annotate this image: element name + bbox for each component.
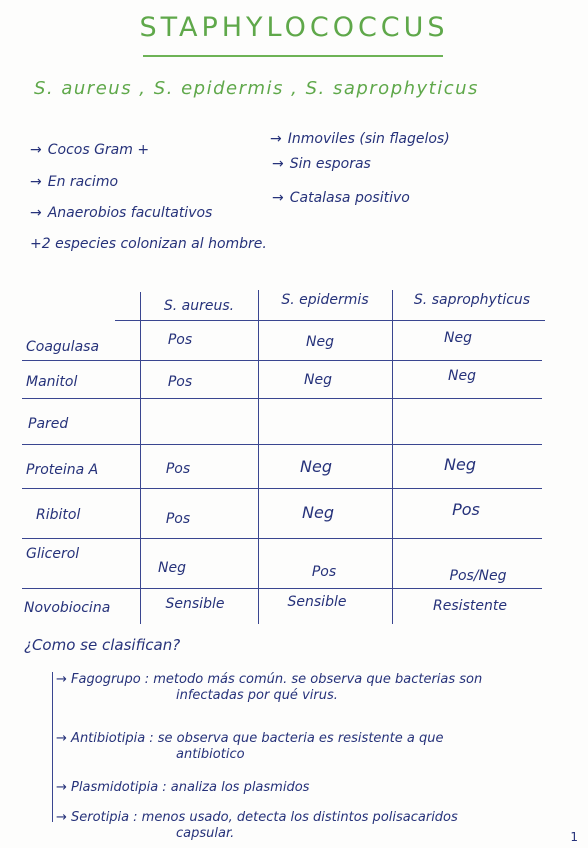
arrow-icon: → <box>56 672 67 687</box>
table-cell: Sensible <box>165 596 225 612</box>
title-underline <box>143 55 443 57</box>
arrow-icon: → <box>30 142 42 158</box>
arrow-icon: → <box>56 810 67 825</box>
arrow-icon: → <box>272 190 284 206</box>
feature-item: → Cocos Gram + <box>30 142 150 158</box>
table-cell: Neg <box>444 455 476 474</box>
method-item: → Serotipia : menos usado, detecta los distintos polisacaridos capsular. <box>56 810 458 841</box>
table-row-rule <box>22 538 542 539</box>
feature-item: → Inmoviles (sin flagelos) <box>270 131 450 147</box>
method-item: → Fagogrupo : metodo más común. se observa que bacterias son infectadas por qué virus. <box>56 672 483 703</box>
table-cell: Neg <box>444 330 472 346</box>
table-row-rule <box>22 360 542 361</box>
table-header: S. epidermis <box>281 292 369 308</box>
feature-item: → Sin esporas <box>272 156 371 172</box>
table-cell: Pos <box>167 374 193 390</box>
table-cell: Pos <box>167 332 193 348</box>
method-bracket <box>52 672 53 822</box>
arrow-icon: → <box>272 156 284 172</box>
table-cell: Neg <box>158 560 186 576</box>
row-label-novobiocina: Novobiocina <box>24 600 111 616</box>
page-title: STAPHYLOCOCCUS <box>139 12 449 43</box>
table-cell: Neg <box>300 457 332 476</box>
method-item: → Antibiotipia : se observa que bacteria es resistente a que antibiotico <box>56 731 444 762</box>
arrow-icon: → <box>30 205 42 221</box>
row-label-pared: Pared <box>28 416 69 432</box>
table-cell: Pos <box>452 500 480 519</box>
table-cell: Pos <box>165 511 191 527</box>
arrow-icon: → <box>30 174 42 190</box>
table-cell: Sensible <box>287 594 347 610</box>
row-label-glicerol: Glicerol <box>26 546 80 562</box>
table-row-rule <box>22 444 542 445</box>
table-cell: Neg <box>302 503 334 522</box>
classification-question: ¿Como se clasifican? <box>24 636 181 654</box>
table-cell: Neg <box>304 372 332 388</box>
row-label-manitol: Manitol <box>26 374 78 390</box>
row-label-proteina-a: Proteina A <box>26 462 99 478</box>
arrow-icon: → <box>270 131 282 147</box>
method-item: → Plasmidotipia : analiza los plasmidos <box>56 780 310 795</box>
table-header-rule <box>115 320 545 321</box>
table-row-rule <box>22 488 542 489</box>
table-row-rule <box>22 588 542 589</box>
feature-item: → En racimo <box>30 174 119 190</box>
table-col-rule <box>392 290 393 624</box>
species-list: S. aureus , S. epidermis , S. saprophyticus <box>34 78 479 99</box>
table-row-rule <box>22 398 542 399</box>
row-label-ribitol: Ribitol <box>36 507 81 523</box>
table-cell: Pos/Neg <box>449 568 507 584</box>
table-col-rule <box>258 290 259 624</box>
arrow-icon: → <box>56 780 67 795</box>
table-cell: Neg <box>306 334 334 350</box>
page-number: 1 <box>570 830 578 844</box>
table-header: S. saprophyticus <box>413 292 531 308</box>
table-cell: Resistente <box>433 598 507 614</box>
table-cell: Neg <box>448 368 476 384</box>
feature-item: → Catalasa positivo <box>272 190 410 206</box>
species-note: +2 especies colonizan al hombre. <box>30 236 267 252</box>
feature-item: → Anaerobios facultativos <box>30 205 213 221</box>
arrow-icon: → <box>56 731 67 746</box>
table-header: S. aureus. <box>163 298 235 314</box>
table-cell: Pos <box>165 461 191 477</box>
row-label-coagulasa: Coagulasa <box>26 339 100 355</box>
table-cell: Pos <box>311 564 337 580</box>
